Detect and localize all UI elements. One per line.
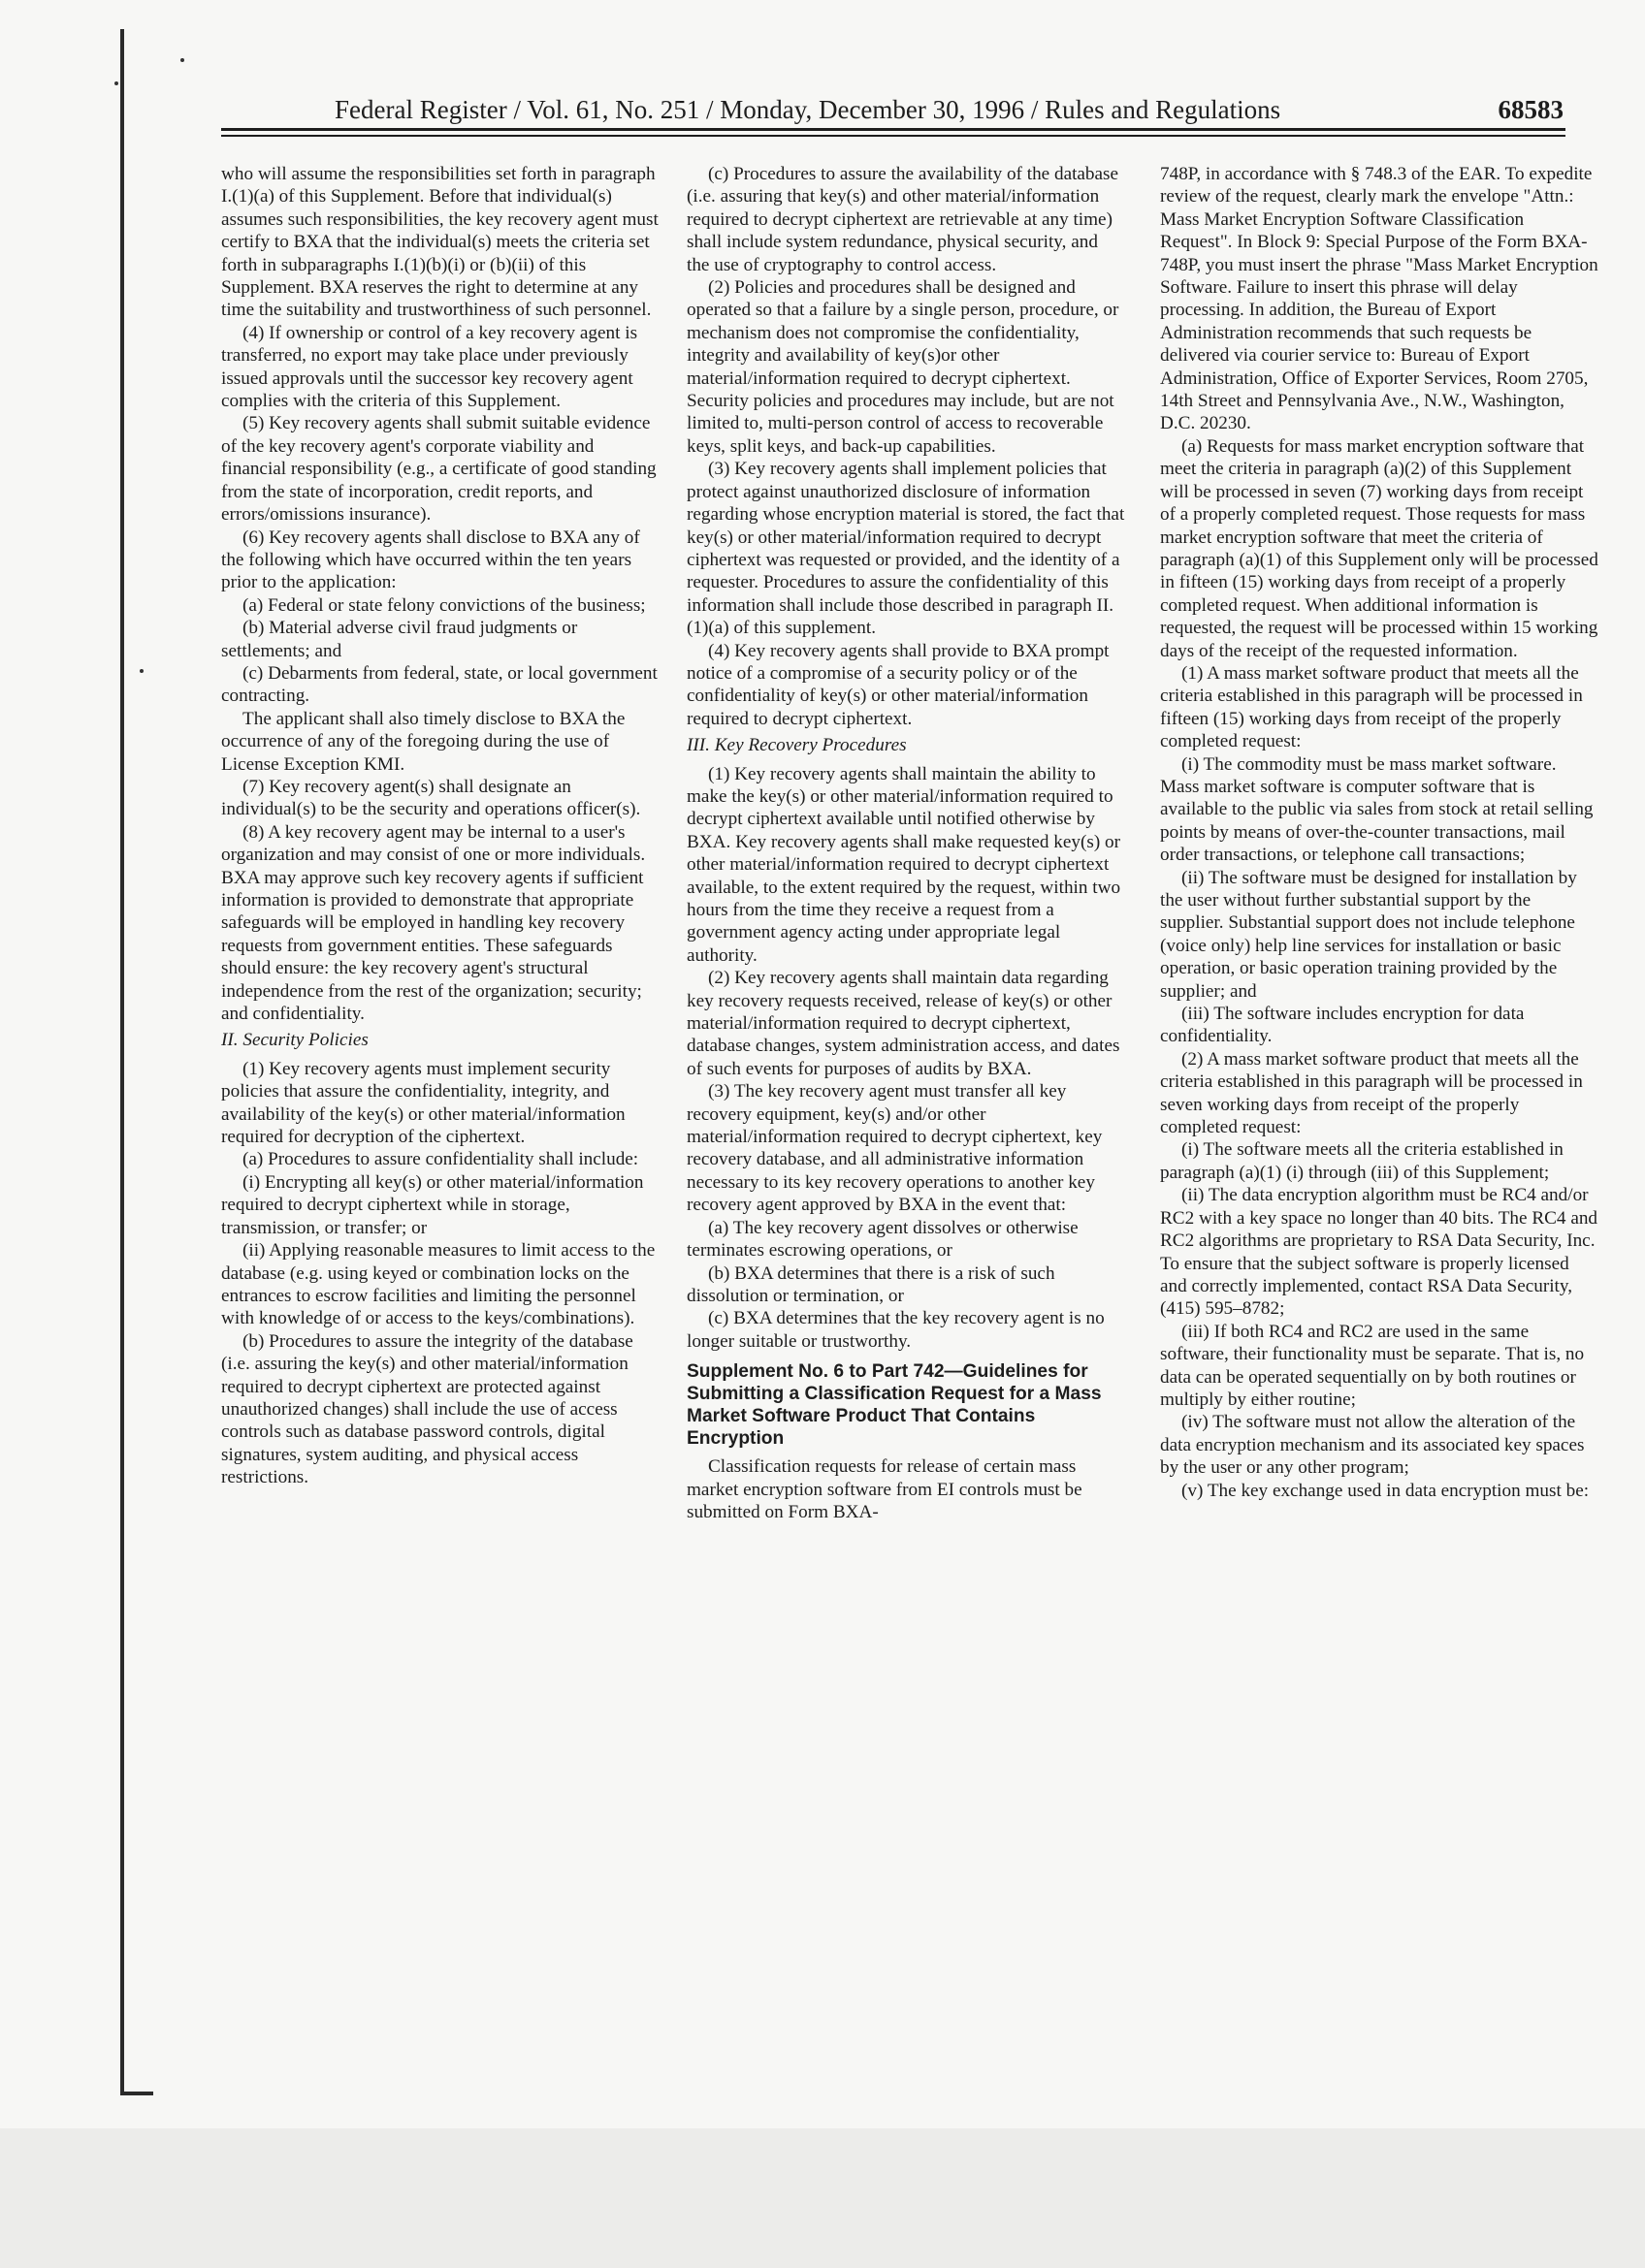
paragraph: (i) The commodity must be mass market software. Mass market software is computer software that is available to the public via sales from stock at retail selling points by means of over-the-counter transactions, mail order transactions, or telephone call transactions; <box>1160 753 1594 866</box>
paragraph: (4) Key recovery agents shall provide to BXA prompt notice of a compromise of a security policy or of the confidentiality of key(s) or other material/information required to decrypt ciphertext. <box>687 640 1110 729</box>
header-citation: Federal Register / Vol. 61, No. 251 / Monday, December 30, 1996 / Rules and Regulations <box>335 95 1281 124</box>
paragraph: (a) Requests for mass market encryption software that meet the criteria in paragraph (a)(2) of this Supplement will be processed in seven (7) working days from receipt of a properly completed request. Those requests for mass market encryption software that meet the criteria of paragraph (a)(1) of this Supplement only will be processed in fifteen (15) working days from receipt of a properly completed request. When additional information is requested, the request will be processed within 15 working days of the receipt of the requested information. <box>1160 435 1598 661</box>
paragraph: who will assume the responsibilities set forth in paragraph I.(1)(a) of this Supplement. Before that individual(s) assumes such responsibilities, the key recovery agent must certify to BXA that the individual(s) meets the criteria set forth in subparagraphs I.(1)(b)(i) or (b)(ii) of this Supplement. BXA reserves the right to determine at any time the suitability and trustworthiness of such personnel. <box>221 164 659 321</box>
paragraph: (1) Key recovery agents shall maintain the ability to make the key(s) or other material/information required to decrypt ciphertext available until notified otherwise by BXA. Key recovery agents shall make requested key(s) or other material/information required to decrypt ciphertext available, to the extent required by the request, within two hours from the time they receive a request from a government agency acting under appropriate legal authority. <box>687 763 1121 966</box>
text-column-3 <box>1160 163 1598 1502</box>
paragraph: (b) Material adverse civil fraud judgments or settlements; and <box>221 618 578 661</box>
paragraph: (1) Key recovery agents must implement security policies that assure the confidentiality, integrity, and availability of the key(s) or other material/information required for decryption of the ciphertext. <box>221 1058 626 1148</box>
binding-edge-line <box>120 29 124 2094</box>
paragraph: (iii) If both RC4 and RC2 are used in the same software, their functionality must be separate. That is, no data can be operated sequentially on by both routines or multiply by either routine; <box>1160 1321 1585 1410</box>
paragraph: (3) The key recovery agent must transfer all key recovery equipment, key(s) and/or other material/information required to decrypt ciphertext, key recovery database, and all administrative information necessary to its key recovery operations to another key recovery agent approved by BXA in the event that: <box>687 1081 1103 1216</box>
section-heading: II. Security Policies <box>221 1030 369 1051</box>
paragraph: (c) Procedures to assure the availability of the database (i.e. assuring that key(s) and other material/information required to decrypt ciphertext are retrievable at any time) shall include system redundance, physical security, and the use of cryptography to control access. <box>687 164 1119 275</box>
text-column-1 <box>221 163 660 1489</box>
scan-speck <box>180 58 184 62</box>
paragraph: (i) The software meets all the criteria established in paragraph (a)(1) (i) through (iii) of this Supplement; <box>1160 1139 1564 1183</box>
supplement-heading: Supplement No. 6 to Part 742—Guidelines for Submitting a Classification Request for a Mass Market Software Product That Contains Encryption <box>687 1361 1102 1450</box>
paragraph: (3) Key recovery agents shall implement policies that protect against unauthorized disclosure of information regarding whose encryption material is stored, the fact that key(s) or other material/information required to decrypt ciphertext was requested or provided, and the identity of a requester. Procedures to assure the confidentiality of this information shall include those described in paragraph II.(1)(a) of this supplement. <box>687 459 1125 639</box>
paragraph: (b) BXA determines that there is a risk of such dissolution or termination, or <box>687 1262 1055 1306</box>
paragraph: (6) Key recovery agents shall disclose to BXA any of the following which have occurred within the ten years prior to the application: <box>221 527 640 593</box>
paragraph: (ii) The data encryption algorithm must be RC4 and/or RC2 with a key space no longer than 40 bits. The RC4 and RC2 algorithms are proprietary to RSA Data Security, Inc. To ensure that the subject software is properly licensed and correctly implemented, contact RSA Data Security, (415) 595–8782; <box>1160 1185 1598 1320</box>
paragraph: (ii) The software must be designed for installation by the user without further substantial support by the supplier. Substantial support does not include telephone (voice only) help line services for installation or basic operation, or basic operation training provided by the supplier; and <box>1160 867 1577 1002</box>
section-heading: III. Key Recovery Procedures <box>687 735 907 756</box>
paragraph: (8) A key recovery agent may be internal to a user's organization and may consist of one or more individuals. BXA may approve such key recovery agents if sufficient information is provided to demonstrate that appropriate safeguards will be employed in handling key recovery requests from government entities. These safeguards should ensure: the key recovery agent's structural independence from the rest of the organization; security; and confidentiality. <box>221 821 646 1025</box>
paragraph: (2) Policies and procedures shall be designed and operated so that a failure by a single person, procedure, or mechanism does not compromise the confidentiality, integrity and availability of key(s)or other material/information required to decrypt ciphertext. Security policies and procedures may include, but are not limited to, multi-person control of access to recoverable keys, split keys, and back-up capabilities. <box>687 277 1119 457</box>
page-number: 68583 <box>1498 95 1564 124</box>
paragraph: (ii) Applying reasonable measures to limit access to the database (e.g. using keyed or combination locks on the entrances to escrow facilities and limiting the personnel with knowledge of or access to the keys/combinations). <box>221 1240 656 1329</box>
paragraph: (a) Procedures to assure confidentiality shall include: <box>242 1149 639 1170</box>
paragraph: (2) Key recovery agents shall maintain data regarding key recovery requests received, release of key(s) or other material/information required to decrypt ciphertext, database changes, system administration access, and dates of such events for purposes of audits by BXA. <box>687 968 1120 1079</box>
paragraph: The applicant shall also timely disclose to BXA the occurrence of any of the foregoing during the use of License Exception KMI. <box>221 708 626 775</box>
page-header <box>223 93 1564 132</box>
paragraph: (i) Encrypting all key(s) or other material/information required to decrypt ciphertext while in storage, transmission, or transfer; or <box>221 1171 644 1238</box>
paragraph: (7) Key recovery agent(s) shall designate an individual(s) to be the security and operations officer(s). <box>221 776 641 820</box>
paragraph: 748P, in accordance with § 748.3 of the EAR. To expedite review of the request, clearly mark the envelope "Attn.: Mass Market Encryption Software Classification Request". In Block 9: Special Purpose of the Form BXA-748P, you must insert the phrase "Mass Market Encryption Software. Failure to insert this phrase will delay processing. In addition, the Bureau of Export Administration recommends that such requests be delivered via courier service to: Bureau of Export Administration, Office of Exporter Services, Room 2705, 14th Street and Pennsylvania Ave., N.W., Washington, D.C. 20230. <box>1160 164 1598 434</box>
binding-edge-foot <box>120 2092 153 2095</box>
paragraph: (4) If ownership or control of a key recovery agent is transferred, no export may take place under previously issued approvals until the successor key recovery agent complies with the criteria of this Supplement. <box>221 322 638 412</box>
paragraph: Classification requests for release of certain mass market encryption software from EI controls must be submitted on Form BXA- <box>687 1456 1082 1522</box>
scan-bottom-margin <box>0 2128 1645 2268</box>
paragraph: (iii) The software includes encryption for data confidentiality. <box>1160 1004 1525 1047</box>
paragraph: (v) The key exchange used in data encryption must be: <box>1181 1480 1590 1501</box>
paragraph: (c) Debarments from federal, state, or local government contracting. <box>221 662 658 707</box>
paragraph: (c) BXA determines that the key recovery agent is no longer suitable or trustworthy. <box>687 1308 1105 1352</box>
paragraph: (iv) The software must not allow the alteration of the data encryption mechanism and its associated key spaces by the user or any other program; <box>1160 1412 1585 1479</box>
paragraph: (b) Procedures to assure the integrity of the database (i.e. assuring the key(s) and other material/information required to decrypt ciphertext are protected against unauthorized changes) shall include the use of access controls such as database password controls, digital signatures, system auditing, and physical access restrictions. <box>221 1330 633 1488</box>
text-column-2 <box>687 163 1125 1523</box>
paragraph: (a) The key recovery agent dissolves or otherwise terminates escrowing operations, or <box>687 1217 1079 1262</box>
paragraph: (a) Federal or state felony convictions of the business; <box>242 594 646 616</box>
header-rule <box>221 135 1565 137</box>
scan-speck <box>140 669 144 673</box>
paragraph: (1) A mass market software product that meets all the criteria established in this paragraph will be processed in fifteen (15) working days from receipt of the properly completed request: <box>1160 662 1583 752</box>
paragraph: (2) A mass market software product that meets all the criteria established in this paragraph will be processed in seven working days from receipt of the properly completed request: <box>1160 1048 1583 1138</box>
paragraph: (5) Key recovery agents shall submit suitable evidence of the key recovery agent's corporate viability and financial responsibility (e.g., a certificate of good standing from the state of incorporation, credit reports, and errors/omissions insurance). <box>221 413 657 526</box>
header-rule <box>221 128 1565 131</box>
scan-speck <box>114 81 118 85</box>
